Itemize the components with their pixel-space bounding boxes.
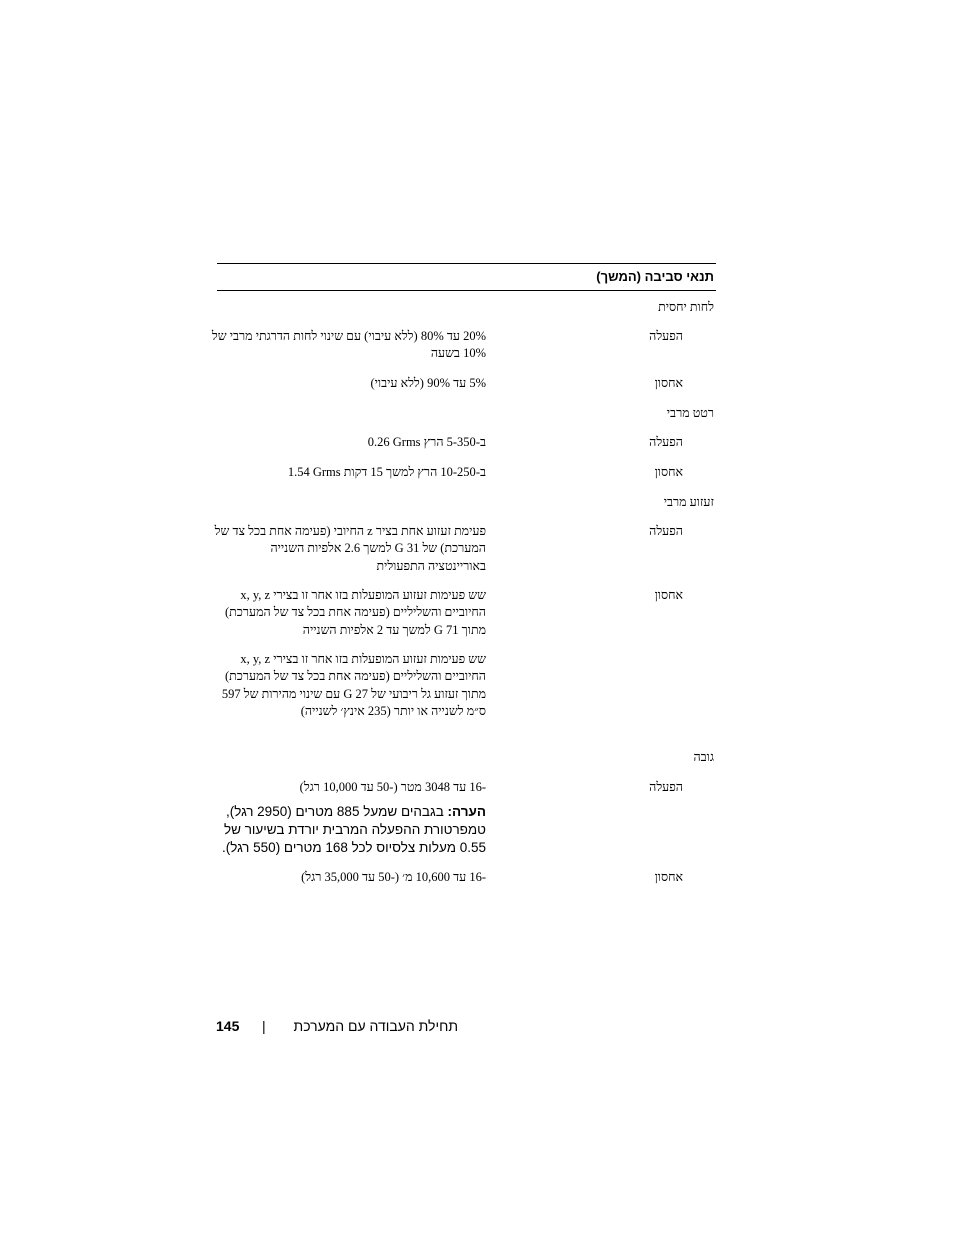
row-value: 0.26 Grms ב-5-350 הרץ: [367, 435, 486, 449]
row-value: 5% עד 90% (ללא עיבוי): [370, 376, 486, 390]
table-top-rule: [217, 263, 716, 264]
row-value: שש פעימות זעזוע המופעלות בזו אחר זו בצירי x, y, z החיוביים והשליליים (פעימה אחת בכל צד של המערכת) מתוך 71 G למשך עד 2 אלפיות השנייה: [224, 588, 486, 637]
section-title-shock: זעזוע מרבי: [663, 495, 714, 509]
section-title-altitude: גובה: [693, 750, 714, 764]
row-label: הפעלה: [649, 780, 683, 794]
section-title-vibration: רטט מרבי: [666, 406, 714, 420]
row-label: הפעלה: [649, 524, 683, 538]
row-label: אחסון: [654, 588, 683, 602]
page-number: 145: [216, 1018, 240, 1034]
row-value: פעימת זעזוע אחת בציר z החיובי (פעימה אחת בכל צד של המערכת) של 31 G למשך 2.6 אלפיות השנייה באוריינטציה התפעולית: [214, 524, 486, 573]
row-label: אחסון: [654, 376, 683, 390]
row-label: אחסון: [654, 870, 683, 884]
footer-separator: |: [262, 1018, 266, 1034]
row-label: אחסון: [654, 465, 683, 479]
row-value: 20% עד 80% (ללא עיבוי) עם שינוי לחות הדרגתי מרבי של 10% בשעה: [211, 329, 486, 361]
note-label: הערה:: [447, 804, 486, 819]
table-header-rule: [217, 290, 716, 291]
row-label: הפעלה: [649, 329, 683, 343]
row-value: -16 עד 10,600 מ׳ (-50 עד 35,000 רגל): [301, 870, 486, 884]
row-value: 1.54 Grms ב-10-250 הרץ למשך 15 דקות: [287, 465, 486, 479]
section-title-humidity: לחות יחסית: [658, 300, 714, 314]
row-value: שש פעימות זעזוע המופעלות בזו אחר זו בצירי x, y, z החיוביים והשליליים (פעימה אחת בכל צד של המערכת) מתוך זעזוע גל ריבועי של 27 G עם שינוי מהירות של 597 ס״מ לשנייה או יותר (235 אינץ׳ לשנייה): [221, 652, 486, 719]
note-text: בגבהים שמעל 885 מטרים (2950 רגל), טמפרטורת ההפעלה המרבית יורדת בשיעור של 0.55 מעלות צלסיוס לכל 168 מטרים (550 רגל).: [222, 804, 486, 855]
row-value: -16 עד 3048 מטר (-50 עד 10,000 רגל): [299, 780, 486, 794]
table-title: תנאי סביבה (המשך): [596, 269, 714, 284]
altitude-note: [211, 803, 486, 857]
footer-title: תכרעמה םע הדובעה תליחת: [293, 1018, 458, 1034]
row-label: הפעלה: [649, 435, 683, 449]
